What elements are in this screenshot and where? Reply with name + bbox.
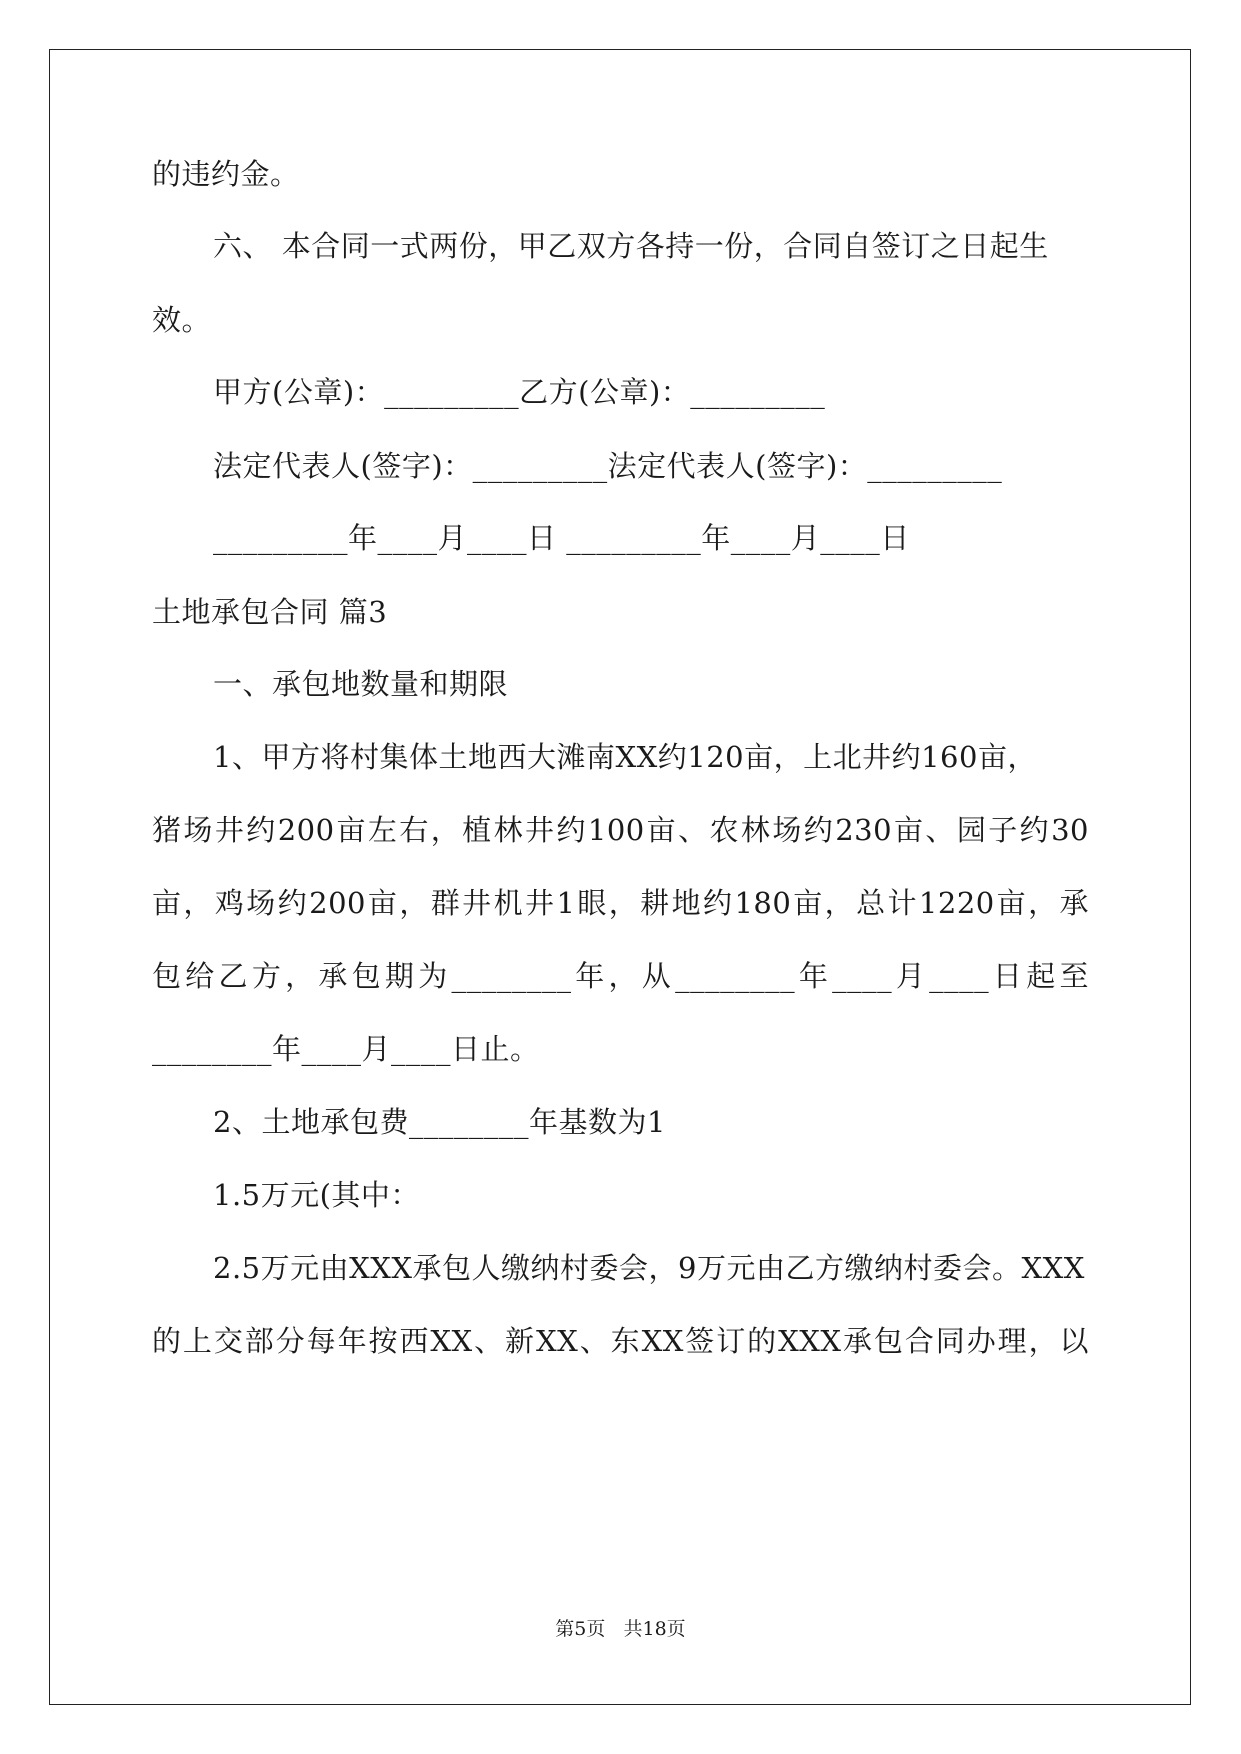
page-border — [49, 49, 1191, 1705]
text-line: 2、土地承包费________年基数为1 — [213, 1105, 666, 1139]
text-line: 六、 本合同一式两份，甲乙双方各持一份，合同自签订之日起生 — [213, 229, 1049, 263]
section-heading: 土地承包合同 篇3 — [152, 595, 388, 629]
text-line: _________年____月____日 _________年____月____日 — [213, 521, 910, 555]
text-line: 2.5万元由XXX承包人缴纳村委会，9万元由乙方缴纳村委会。XXX — [213, 1251, 1085, 1285]
text-line: ________年____月____日止。 — [152, 1032, 540, 1066]
page-number: 第5页 共18页 — [555, 1618, 686, 1640]
text-line: 法定代表人(签字)：_________法定代表人(签字)：_________ — [213, 449, 1003, 483]
text-line: 亩，鸡场约200亩，群井机井1眼，耕地约180亩，总计1220亩，承 — [152, 886, 1089, 920]
text-line: 的上交部分每年按西XX、新XX、东XX签订的XXX承包合同办理，以 — [152, 1324, 1089, 1358]
text-line: 猪场井约200亩左右，植林井约100亩、农林场约230亩、园子约30 — [152, 813, 1089, 847]
text-line: 效。 — [152, 303, 212, 337]
text-line: 1.5万元(其中： — [213, 1178, 420, 1212]
text-line: 1、甲方将村集体土地西大滩南XX约120亩，上北井约160亩， — [213, 740, 1037, 774]
text-line: 一、承包地数量和期限 — [213, 667, 509, 701]
text-line: 甲方(公章)：_________乙方(公章)：_________ — [213, 375, 826, 409]
text-line: 的违约金。 — [152, 157, 300, 191]
text-line: 包给乙方，承包期为________年，从________年____月____日起至 — [152, 959, 1089, 993]
